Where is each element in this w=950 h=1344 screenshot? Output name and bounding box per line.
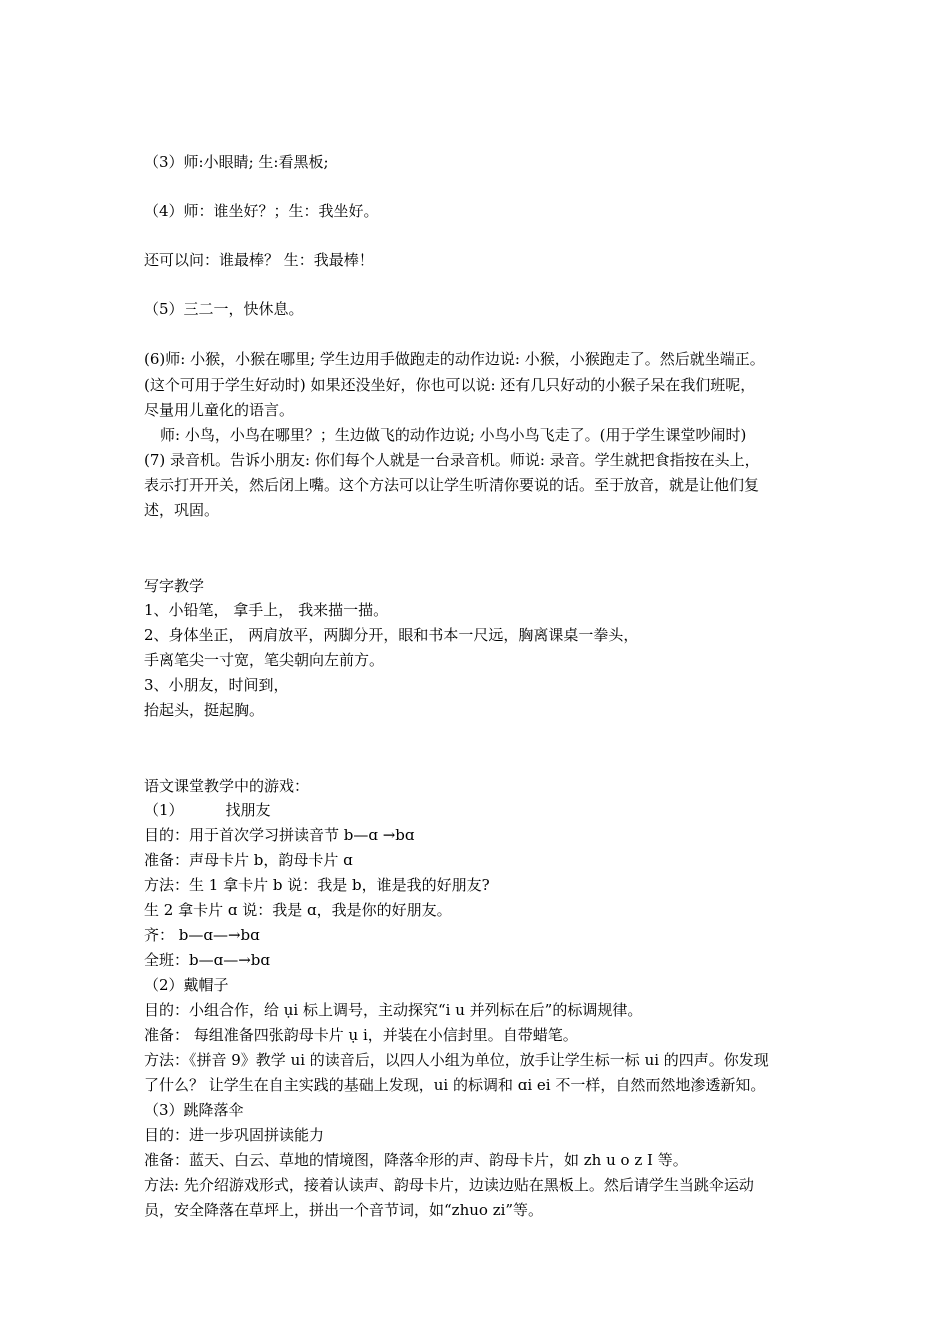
- text-line: 方法：生 1 拿卡片 b 说：我是 b，谁是我的好朋友?: [144, 876, 490, 894]
- text-line: 方法: 先介绍游戏形式，接着认读声、韵母卡片，边读边贴在黑板上。然后请学生当跳伞运动: [144, 1176, 754, 1194]
- text-line: （2）戴帽子: [144, 976, 229, 994]
- text-line: 述，巩固。: [144, 501, 220, 519]
- text-line: 1、小铅笔， 拿手上， 我来描一描。: [144, 601, 389, 619]
- text-line: 全班：b—ɑ—→bɑ: [144, 951, 270, 969]
- text-line: 了什么？ 让学生在自主实践的基础上发现，ui 的标调和 ɑi ei 不一样，自然而然地渗透新知。: [144, 1076, 766, 1094]
- text-line: 生 2 拿卡片 ɑ 说：我是 ɑ，我是你的好朋友。: [144, 901, 452, 919]
- text-line: （4）师：谁坐好？；生：我坐好。: [144, 202, 379, 220]
- item-title: 找朋友: [225, 801, 271, 819]
- text-line: （5）三二一，快休息。: [144, 300, 304, 318]
- text-line: 3、小朋友，时间到，: [144, 676, 289, 694]
- text-line: [144, 799, 271, 821]
- text-line: （3）师:小眼睛; 生:看黑板;: [144, 153, 329, 171]
- text-line: 方法：《拼音 9》教学 ui 的读音后，以四人小组为单位，放手让学生标一标 ui 的四声。你发现: [144, 1051, 769, 1069]
- text-line: 准备： 每组准备四张韵母卡片 ụ i，并装在小信封里。自带蜡笔。: [144, 1026, 578, 1044]
- text-line: 师: 小鸟，小鸟在哪里？；生边做飞的动作边说; 小鸟小鸟飞走了。(用于学生课堂吵闹时): [160, 426, 747, 444]
- text-line: 尽量用儿童化的语言。: [144, 401, 295, 419]
- text-line: (这个可用于学生好动时) 如果还没坐好，你也可以说: 还有几只好动的小猴子呆在我们班呢，: [144, 376, 756, 394]
- text-line: (7) 录音机。告诉小朋友: 你们每个人就是一台录音机。师说: 录音。学生就把食指按在头上，: [144, 451, 760, 469]
- text-line: 目的：进一步巩固拼读能力: [144, 1126, 325, 1144]
- text-line: (6)师: 小猴，小猴在哪里; 学生边用手做跑走的动作边说: 小猴，小猴跑走了。然后就坐端正。: [144, 350, 765, 368]
- text-line: 目的：用于首次学习拼读音节 b—ɑ →bɑ: [144, 826, 415, 844]
- text-line: 表示打开开关，然后闭上嘴。这个方法可以让学生听清你要说的话。至于放音，就是让他们复: [144, 476, 760, 494]
- item-number: （1）: [144, 801, 184, 819]
- text-line: 目的：小组合作，给 ụi 标上调号，主动探究“i u 并列标在后”的标调规律。: [144, 1001, 643, 1019]
- text-line: 抬起头，挺起胸。: [144, 701, 265, 719]
- text-line: （3）跳降落伞: [144, 1101, 244, 1119]
- text-line: 2、身体坐正， 两肩放平，两脚分开，眼和书本一尺远，胸离课桌一拳头，: [144, 626, 639, 644]
- text-line: 员，安全降落在草坪上，拼出一个音节词，如“zhuo zi”等。: [144, 1201, 544, 1219]
- text-line: 准备：蓝天、白云、草地的情境图，降落伞形的声、韵母卡片，如 zh u o z I 等。: [144, 1151, 688, 1169]
- text-line: 还可以问：谁最棒？ 生：我最棒！: [144, 251, 374, 269]
- section-heading: 写字教学: [144, 577, 205, 595]
- section-heading: 语文课堂教学中的游戏：: [144, 777, 310, 795]
- text-line: 准备：声母卡片 b，韵母卡片 ɑ: [144, 851, 353, 869]
- text-line: 手离笔尖一寸宽，笔尖朝向左前方。: [144, 651, 385, 669]
- text-line: 齐： b—ɑ—→bɑ: [144, 926, 260, 944]
